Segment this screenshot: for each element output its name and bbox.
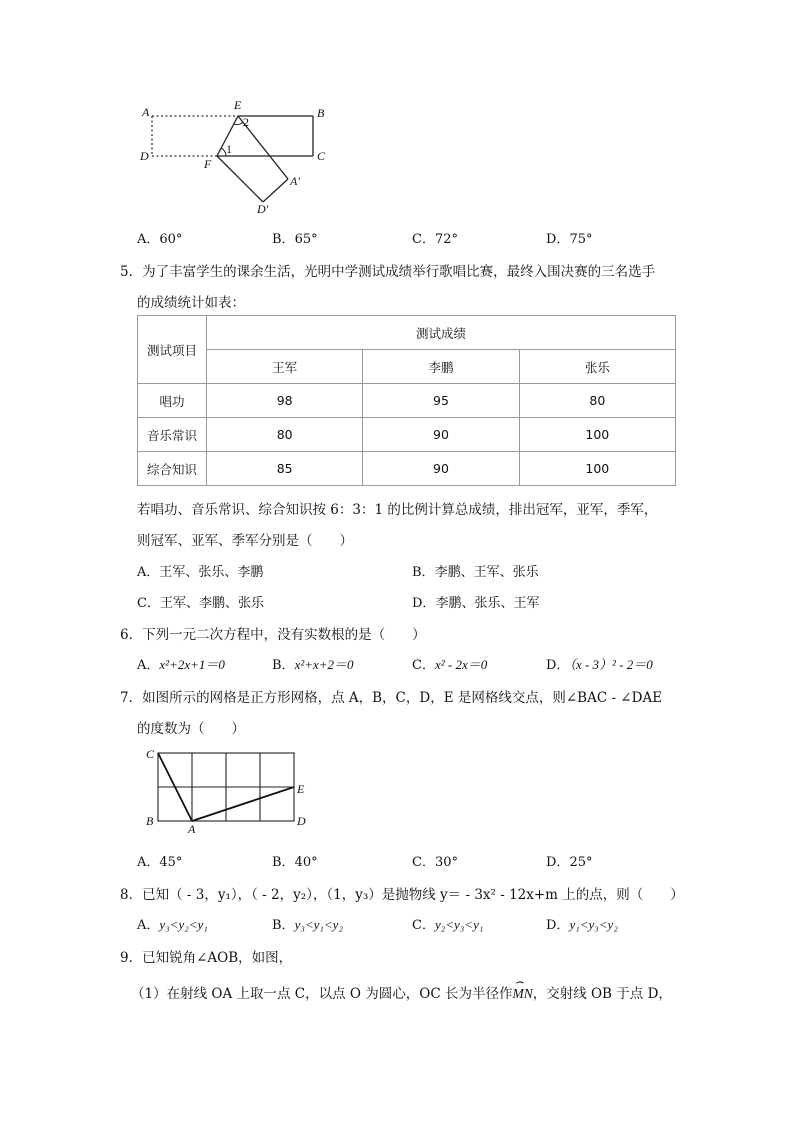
q8-option-a[interactable]: A．y₃<y₂<y₁ (137, 917, 208, 933)
label-D: D (140, 149, 149, 163)
q8-option-c[interactable]: C．y₂<y₃<y₁ (412, 917, 484, 933)
q4-option-b[interactable]: B．65° (272, 232, 318, 247)
label-A: A (142, 105, 150, 119)
q7-option-b[interactable]: B．40° (272, 855, 318, 870)
label-F: F (204, 157, 212, 171)
q7-stem-line2: 的度数为（ ） (137, 721, 245, 737)
q5-option-b[interactable]: B．李鹏、王军、张乐 (412, 565, 539, 580)
grid-label-E: E (297, 782, 305, 796)
table-group-header: 测试成绩 (207, 316, 676, 350)
grid-lines (158, 753, 294, 821)
q5-option-a[interactable]: A．王军、张乐、李鹏 (137, 565, 264, 580)
q9-sub1: （1）在射线 OA 上取一点 C，以点 O 为圆心，OC 长为半径作⌢ MN，交射线 OB 于点 D， (131, 982, 672, 1002)
q7-stem-line1: 7．如图所示的网格是正方形网格，点 A，B，C，D，E 是网格线交点，则∠BAC - ∠DAE (120, 690, 663, 706)
col-name: 张乐 (519, 350, 675, 384)
table-row: 综合知识 85 90 100 (138, 452, 676, 486)
q5-option-d[interactable]: D．李鹏、张乐、王军 (412, 596, 540, 611)
q5-after-line1: 若唱功、音乐常识、综合知识按 6：3：1 的比例计算总成绩，排出冠军，亚军，季军， (137, 502, 658, 518)
q7-option-c[interactable]: C．30° (412, 855, 458, 870)
label-A-prime: A′ (290, 174, 300, 188)
q6-option-d[interactable]: D．（x - 3）² - 2＝0 (546, 657, 653, 673)
q7-option-d[interactable]: D．25° (546, 855, 593, 870)
q5-stem-line1: 5．为了丰富学生的课余生活，光明中学测试成绩举行歌唱比赛，最终入围决赛的三名选手 (120, 264, 656, 280)
angle-2-label: 2 (243, 115, 249, 129)
col-name: 王军 (207, 350, 363, 384)
solid-lines (217, 116, 313, 202)
label-C: C (317, 149, 326, 163)
q4-option-c[interactable]: C．72° (412, 232, 458, 247)
grid-label-D: D (297, 814, 306, 828)
q8-stem: 8．已知（ - 3，y₁），（ - 2，y₂），（1，y₃）是抛物线 y＝ - 3x² - 12x+m 上的点，则（ ） (120, 887, 684, 903)
label-B: B (317, 106, 325, 120)
q4-option-d[interactable]: D．75° (546, 232, 593, 247)
grid-label-B: B (146, 814, 154, 828)
q5-after-line2: 则冠军、亚军、季军分别是（ ） (137, 533, 353, 549)
label-E: E (234, 98, 242, 112)
q4-option-a[interactable]: A．60° (137, 232, 183, 247)
q8-option-d[interactable]: D．y₁<y₃<y₂ (546, 917, 618, 933)
q8-option-b[interactable]: B．y₃<y₁<y₂ (272, 917, 343, 933)
col-name: 李鹏 (363, 350, 519, 384)
arc-mn: ⌢ MN (512, 986, 532, 1002)
angle-1-label: 1 (226, 142, 232, 156)
label-D-prime: D′ (257, 202, 269, 216)
q5-option-c[interactable]: C．王军、李鹏、张乐 (137, 596, 264, 611)
grid-label-A: A (188, 822, 196, 834)
q6-option-b[interactable]: B．x²+x+2＝0 (272, 657, 354, 673)
q6-stem: 6．下列一元二次方程中，没有实数根的是（ ） (120, 627, 426, 643)
q5-stem-line2: 的成绩统计如表： (137, 295, 245, 311)
grid-label-C: C (146, 747, 155, 761)
q6-option-c[interactable]: C．x² - 2x＝0 (412, 657, 488, 673)
table-row: 音乐常识 80 90 100 (138, 418, 676, 452)
q7-grid-figure (140, 742, 315, 834)
q9-stem: 9．已知锐角∠AOB，如图， (120, 950, 293, 966)
score-table (137, 315, 676, 486)
q4-figure (130, 95, 340, 220)
table-corner: 测试项目 (138, 316, 207, 384)
q7-option-a[interactable]: A．45° (137, 855, 183, 870)
table-row: 唱功 98 95 80 (138, 384, 676, 418)
q6-option-a[interactable]: A．x²+2x+1＝0 (137, 657, 225, 673)
